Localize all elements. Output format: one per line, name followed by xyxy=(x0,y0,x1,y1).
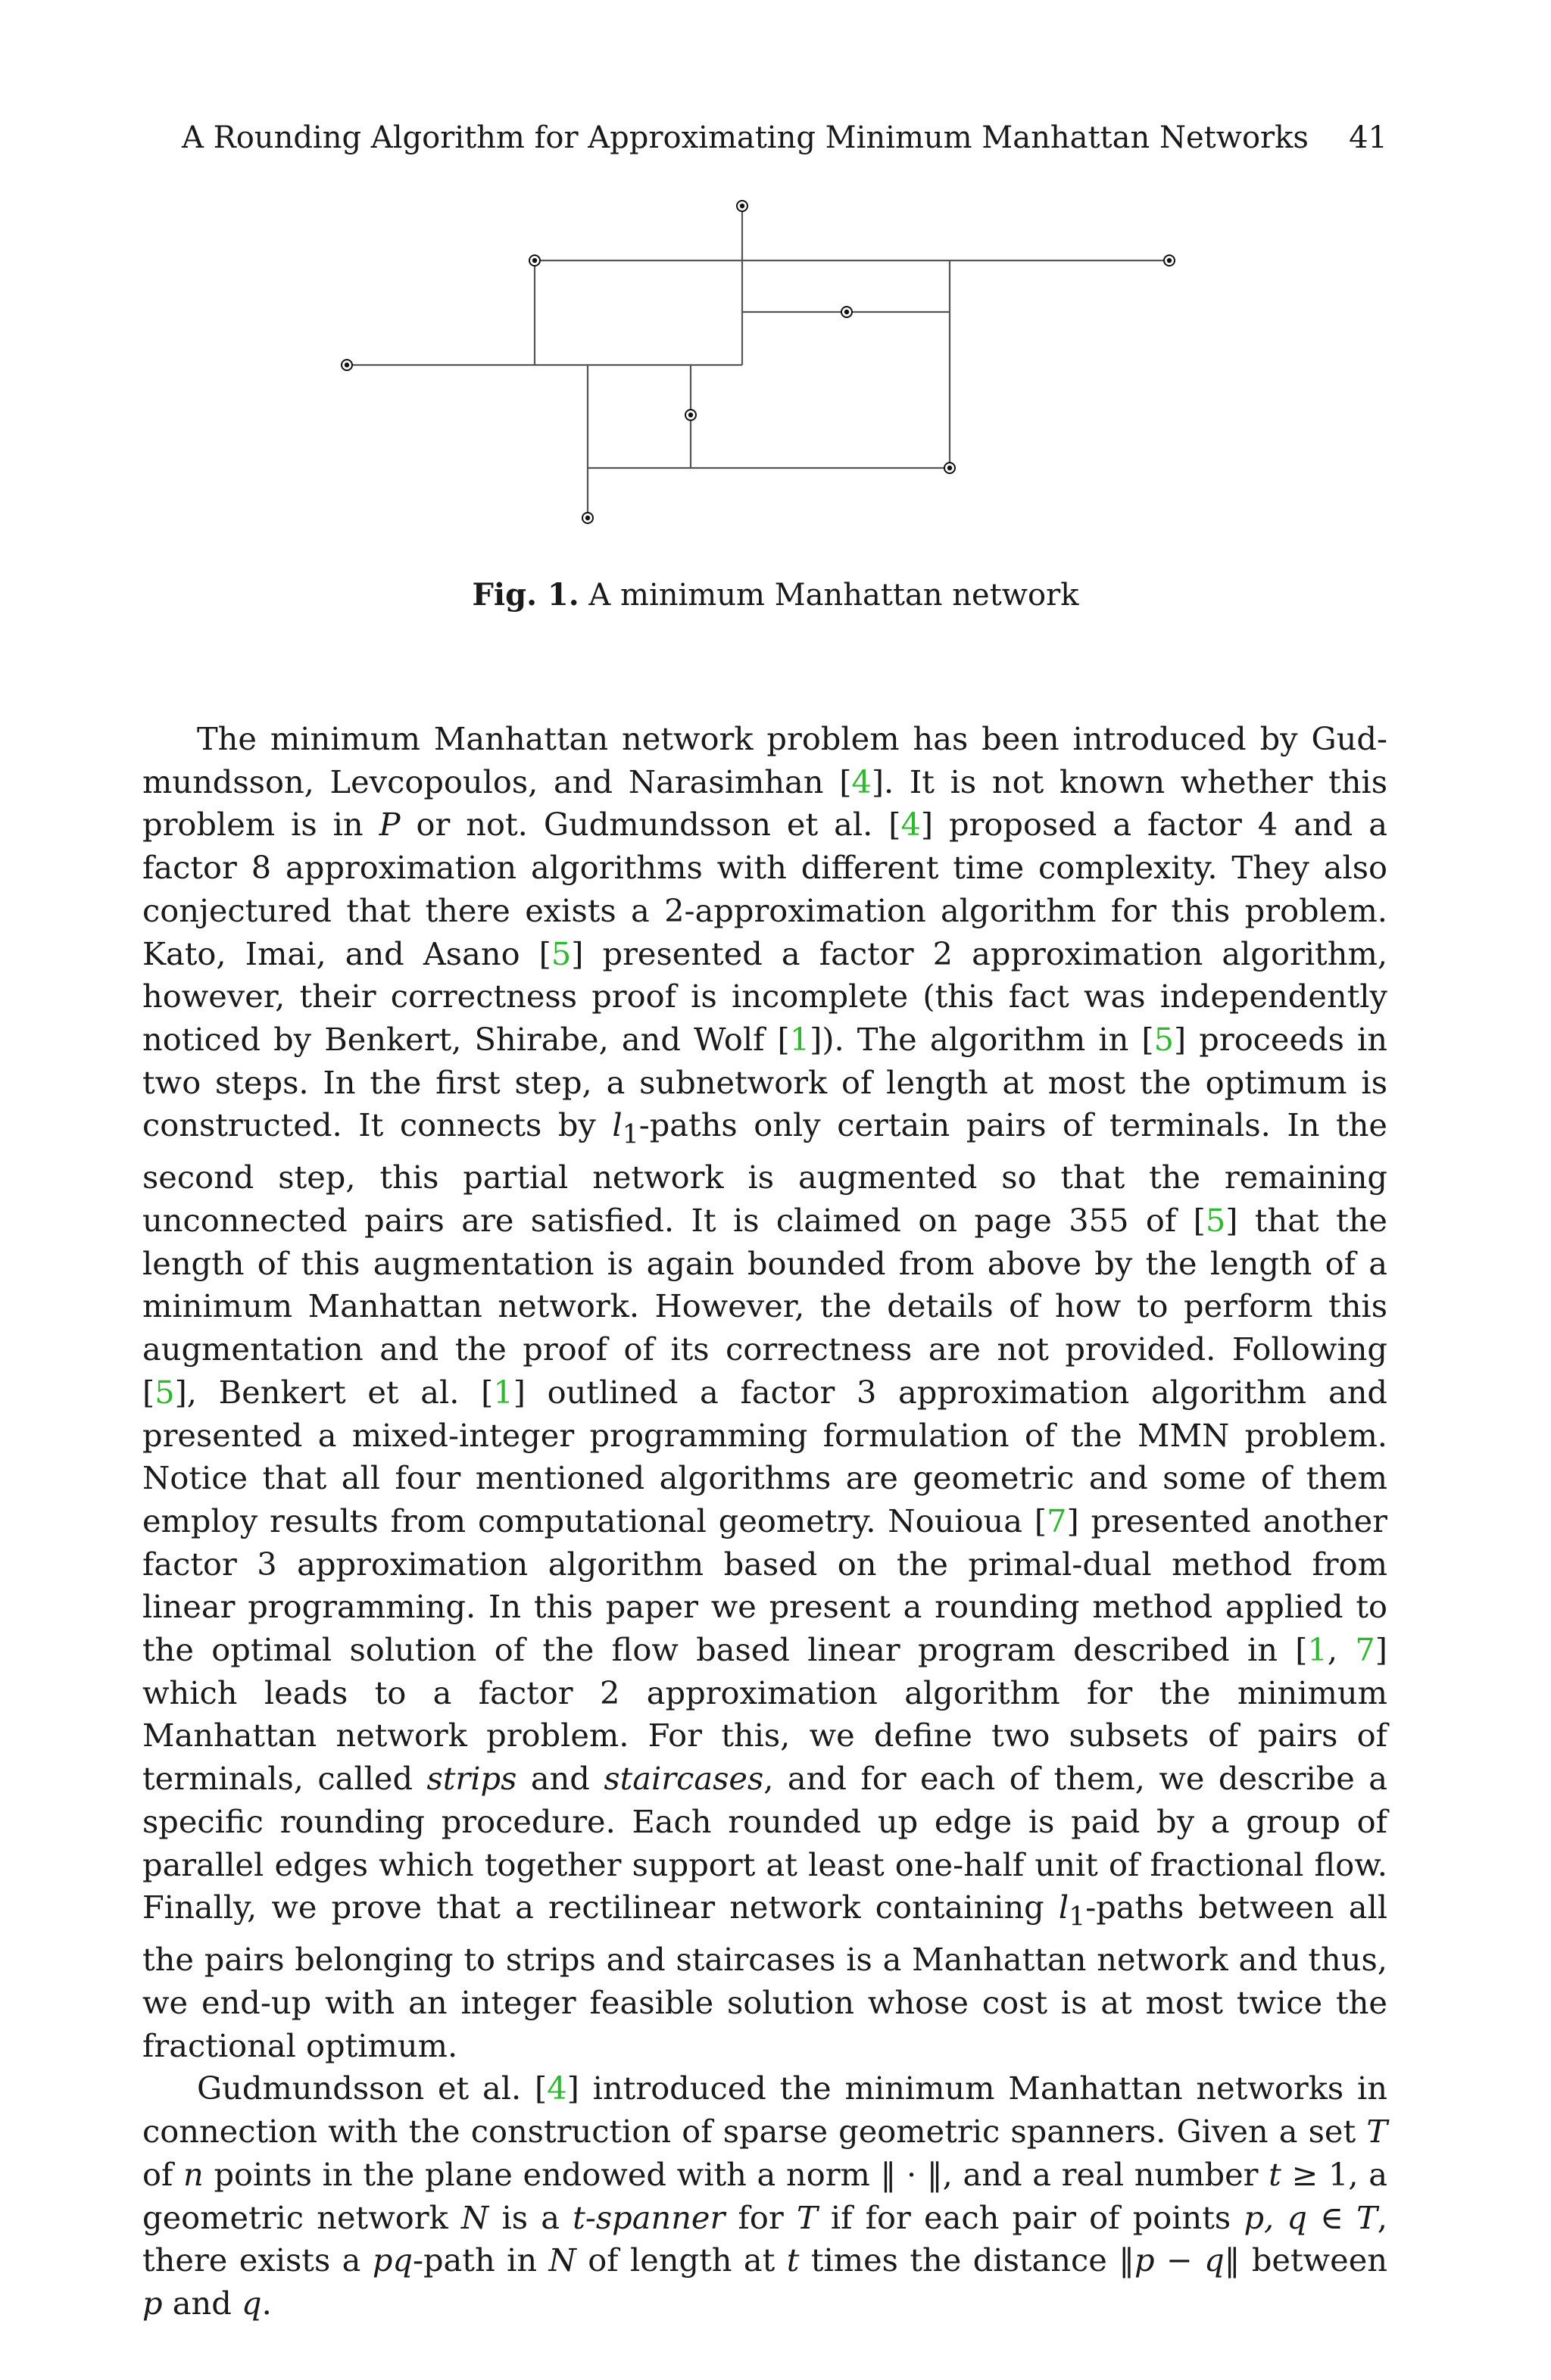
citation-link[interactable]: 7 xyxy=(1355,1631,1375,1669)
citation-link[interactable]: 5 xyxy=(154,1373,175,1411)
body-text xyxy=(142,718,1387,2325)
terminal-point-center xyxy=(532,258,537,263)
citation-link[interactable]: 1 xyxy=(493,1373,513,1411)
figure-caption xyxy=(0,574,1551,616)
paragraph-1: The minimum Manhattan network problem has been introduced by Gudmundsson, Levcopoulos, and Narasimhan [4]. It is not known whether this problem is in P or not. Gudmundsson et al. [4] proposed a factor 4 and a factor 8 approximation algorithms with different time complexity. They also conjectured that there exists a 2-approximation algorithm for this problem. Kato, Imai, and Asano [5] presented a factor 2 approximation algorithm, however, their correctness proof is incomplete (this fact was independently noticed by Benkert, Shirabe, and Wolf [1]). The algorithm in [5] proceeds in two steps. In the first step, a subnetwork of length at most the optimum is constructed. It connects by $l_1$-paths only certain pairs of terminals. In the second step, this partial network is augmented so that the remaining unconnected pairs are satisfied. It is claimed on page 355 of [5] that the length of this augmentation is again bounded from above by the length of a minimum Manhattan network. However, the details of how to perform this augmentation and the proof of its correctness are not provided. Following [5], Benkert et al. [1] outlined a factor 3 approximation algorithm and presented a mixed-integer programming formulation of the MMN problem. Notice that all four mentioned algorithms are geometric and some of them employ results from computational geometry. Nouioua [7] presented another factor 3 approximation algorithm based on the primal-dual method from linear programming. In this paper we present a rounding method applied to the optimal solution of the flow based linear program described in [1, 7] which leads to a factor 2 approximation algorithm for the minimum Manhattan network problem. For this, we define two subsets of pairs of terminals, called strips and staircases, and for each of them, we describe a specific rounding procedure. Each rounded up edge is paid by a group of parallel edges which together support at least one-half unit of fractional flow. Finally, we prove that a rectilinear network containing $l_1$-paths between all the pairs belonging to strips and staircases is a Manhattan network and thus, we end-up with an integer feasible solution whose cost is at most twice the fractional optimum. xyxy=(142,720,1388,2064)
citation-link[interactable]: 4 xyxy=(900,806,921,844)
terminal-point-center xyxy=(844,310,849,314)
terminal-point-center xyxy=(740,204,744,208)
terminal-point-center xyxy=(585,516,590,520)
citation-link[interactable]: 5 xyxy=(1205,1202,1226,1240)
citation-link[interactable]: 5 xyxy=(1153,1020,1175,1058)
terminal-point-center xyxy=(345,363,349,367)
figure-label: Fig. 1. xyxy=(472,577,579,613)
citation-link[interactable]: 4 xyxy=(547,2070,567,2107)
citation-link[interactable]: 7 xyxy=(1047,1502,1067,1539)
terminal-point-center xyxy=(947,466,952,470)
terminal-point-center xyxy=(688,413,693,417)
citation-link[interactable]: 1 xyxy=(789,1020,810,1058)
manhattan-network-figure xyxy=(0,0,1551,576)
paragraph-2: Gudmundsson et al. [4] introduced the minimum Manhattan networks in connection with the construction of sparse geometric spanners. Given a set T of n points in the plane endowed with a norm ‖ · ‖, and a real number t ≥ 1, a geometric network N is a t-spanner for T if for each pair of points p, q ∈ T, there exists a pq-path in N of length at t times the distance ‖p − q‖ between p and q. xyxy=(142,2070,1387,2322)
citation-link[interactable]: 1 xyxy=(1307,1631,1328,1669)
citation-link[interactable]: 4 xyxy=(851,763,872,800)
citation-link[interactable]: 5 xyxy=(551,934,572,972)
terminal-point-center xyxy=(1167,258,1172,263)
figure-caption-text: A minimum Manhattan network xyxy=(588,578,1079,613)
running-title: A Rounding Algorithm for Approximating Minimum Manhattan Networks xyxy=(182,120,1309,155)
page-number: 41 xyxy=(1349,120,1387,155)
